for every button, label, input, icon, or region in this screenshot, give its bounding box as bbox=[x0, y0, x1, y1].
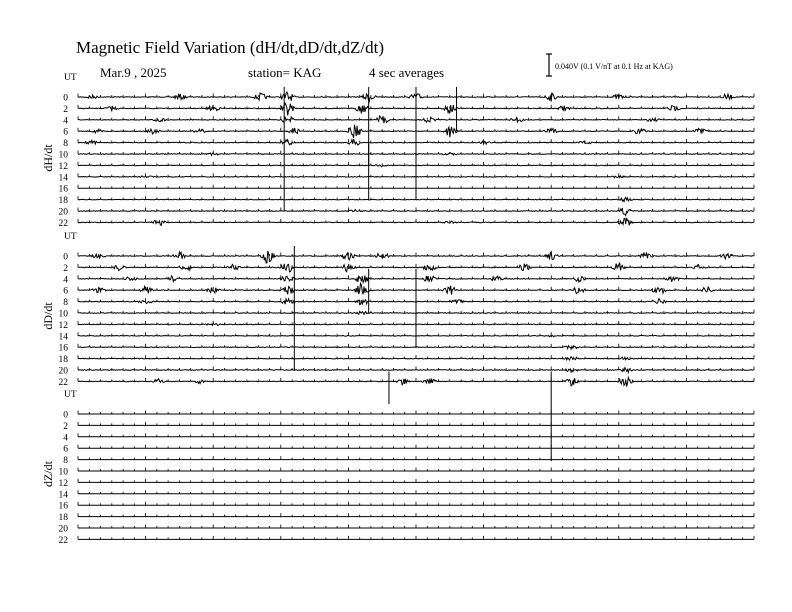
row-label: 8 bbox=[63, 456, 68, 467]
row-label: 22 bbox=[58, 535, 68, 546]
row-label: 2 bbox=[63, 421, 68, 432]
hour-axis-label: UT bbox=[64, 390, 77, 400]
row-label: 18 bbox=[58, 196, 68, 207]
row-label: 10 bbox=[58, 467, 68, 478]
row-label: 14 bbox=[58, 490, 68, 501]
chart-station: station= KAG bbox=[248, 65, 322, 80]
row-label: 0 bbox=[63, 410, 68, 421]
row-label: 20 bbox=[58, 524, 68, 535]
minute-ticks bbox=[78, 479, 754, 483]
row-label: 2 bbox=[63, 263, 68, 274]
chart-averaging: 4 sec averages bbox=[369, 65, 445, 80]
chart-date: Mar.9 , 2025 bbox=[100, 65, 167, 80]
minute-ticks bbox=[78, 525, 754, 529]
row-label: 14 bbox=[58, 332, 68, 343]
panels bbox=[41, 73, 754, 546]
row-label: 22 bbox=[58, 377, 68, 388]
row-label: 20 bbox=[58, 207, 68, 218]
scale-label: 0.040V (0.1 V/nT at 0.1 Hz at KAG) bbox=[555, 62, 673, 71]
row-label: 6 bbox=[63, 444, 68, 455]
row-label: 12 bbox=[58, 320, 68, 331]
row-label: 18 bbox=[58, 355, 68, 366]
row-label: 0 bbox=[63, 252, 68, 263]
hour-axis-label: UT bbox=[64, 232, 77, 242]
panel-label: dZ/dt bbox=[41, 461, 55, 487]
row-label: 4 bbox=[63, 116, 68, 127]
panel-label: dD/dt bbox=[41, 302, 55, 330]
minute-ticks bbox=[78, 490, 754, 494]
row-label: 0 bbox=[63, 93, 68, 104]
row-label: 12 bbox=[58, 478, 68, 489]
panel-2 bbox=[41, 390, 754, 546]
row-label: 2 bbox=[63, 104, 68, 115]
row-label: 4 bbox=[63, 433, 68, 444]
panel-0 bbox=[41, 73, 754, 229]
minute-ticks bbox=[78, 456, 754, 460]
row-label: 12 bbox=[58, 161, 68, 172]
minute-ticks bbox=[78, 411, 754, 415]
row-label: 10 bbox=[58, 309, 68, 320]
minute-ticks bbox=[78, 513, 754, 517]
panel-label: dH/dt bbox=[41, 144, 55, 172]
hour-axis-label: UT bbox=[64, 73, 77, 83]
minute-ticks bbox=[78, 536, 754, 540]
panel-1 bbox=[41, 232, 754, 388]
row-label: 10 bbox=[58, 150, 68, 161]
row-label: 22 bbox=[58, 218, 68, 229]
row-label: 16 bbox=[58, 501, 68, 512]
row-label: 18 bbox=[58, 513, 68, 524]
row-label: 6 bbox=[63, 286, 68, 297]
row-label: 16 bbox=[58, 184, 68, 195]
chart-title: Magnetic Field Variation (dH/dt,dD/dt,dZ/dt) bbox=[76, 38, 385, 57]
row-label: 14 bbox=[58, 173, 68, 184]
minute-ticks bbox=[78, 468, 754, 472]
minute-ticks bbox=[78, 433, 754, 437]
row-label: 16 bbox=[58, 343, 68, 354]
row-label: 8 bbox=[63, 298, 68, 309]
scale-bar bbox=[546, 54, 673, 76]
minute-ticks bbox=[78, 445, 754, 449]
row-label: 6 bbox=[63, 127, 68, 138]
row-label: 20 bbox=[58, 366, 68, 377]
minute-ticks bbox=[78, 422, 754, 426]
row-label: 8 bbox=[63, 139, 68, 150]
minute-ticks bbox=[78, 502, 754, 506]
row-label: 4 bbox=[63, 275, 68, 286]
